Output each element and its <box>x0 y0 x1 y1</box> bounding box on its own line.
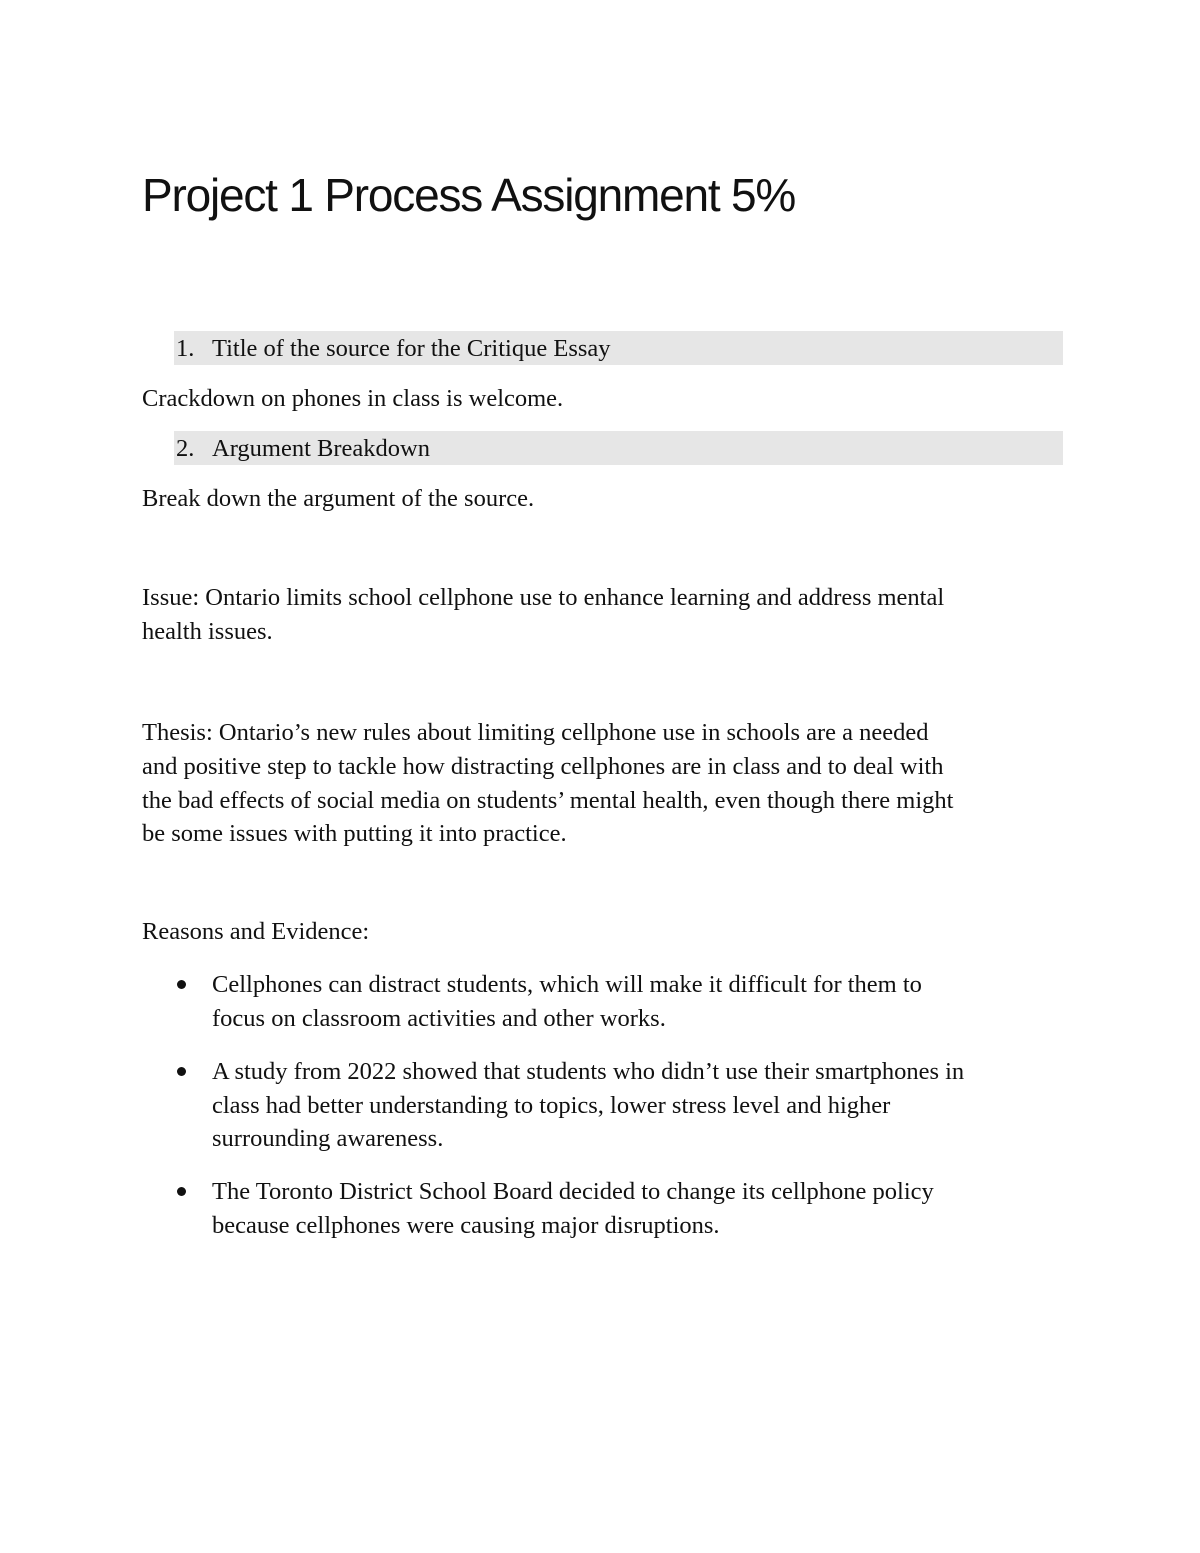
thesis-line-1: Thesis: Ontario’s new rules about limiting cellphone use in schools are a needed <box>142 719 929 746</box>
thesis-line-4: be some issues with putting it into practice. <box>142 820 567 847</box>
section-2-heading: Argument Breakdown <box>212 435 430 462</box>
bullet-icon <box>177 1067 186 1076</box>
bullet-icon <box>177 1187 186 1196</box>
reason-2-line-1: A study from 2022 showed that students who didn’t use their smartphones in <box>212 1058 965 1085</box>
section-1-heading: Title of the source for the Critique Essay <box>212 335 611 362</box>
section-1-number: 1. <box>176 335 195 362</box>
reason-2-line-2: class had better understanding to topics, lower stress level and higher <box>212 1092 891 1119</box>
thesis-line-2: and positive step to tackle how distracting cellphones are in class and to deal with <box>142 753 944 780</box>
thesis-line-3: the bad effects of social media on students’ mental health, even though there might <box>142 787 954 814</box>
reason-1-line-1: Cellphones can distract students, which will make it difficult for them to <box>212 971 922 998</box>
source-title-answer: Crackdown on phones in class is welcome. <box>142 385 564 412</box>
reasons-label: Reasons and Evidence: <box>142 918 370 945</box>
breakdown-instruction: Break down the argument of the source. <box>142 485 535 512</box>
reason-3-line-2: because cellphones were causing major disruptions. <box>212 1212 720 1239</box>
reason-3-line-1: The Toronto District School Board decided to change its cellphone policy <box>212 1178 934 1205</box>
section-2-number: 2. <box>176 435 195 462</box>
bullet-icon <box>177 980 186 989</box>
issue-line-2: health issues. <box>142 618 273 645</box>
reason-2-line-3: surrounding awareness. <box>212 1125 444 1152</box>
issue-line-1: Issue: Ontario limits school cellphone use to enhance learning and address mental <box>142 584 945 611</box>
reason-1-line-2: focus on classroom activities and other works. <box>212 1005 666 1032</box>
page-title: Project 1 Process Assignment 5% <box>142 169 796 221</box>
